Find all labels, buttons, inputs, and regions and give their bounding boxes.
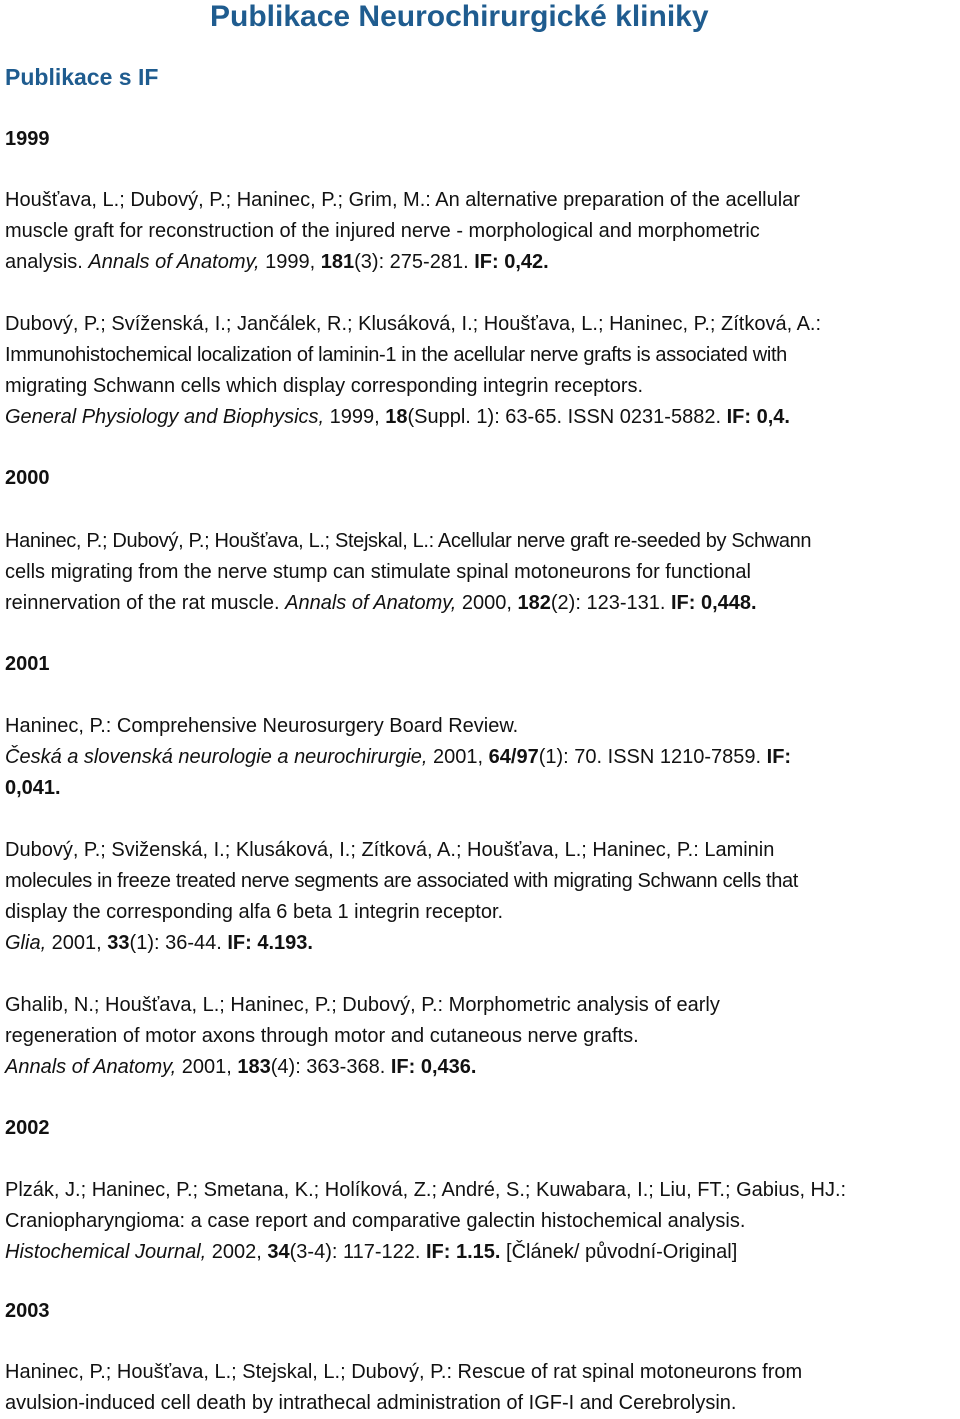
entry-line: migrating Schwann cells which display corresponding integrin receptors. — [5, 375, 644, 397]
entry-line: Houšťava, L.; Dubový, P.; Haninec, P.; Grim, M.: An alternative preparation of the acellular — [5, 189, 800, 211]
impact-factor: IF: 1.15. — [426, 1241, 501, 1263]
entry-line: Ghalib, N.; Houšťava, L.; Haninec, P.; Dubový, P.: Morphometric analysis of early — [5, 994, 720, 1016]
entry-line: regeneration of motor axons through motor and cutaneous nerve grafts. — [5, 1025, 639, 1047]
volume: 183 — [237, 1056, 271, 1078]
entry-line — [5, 247, 960, 278]
pages: (1): 36-44. — [129, 932, 228, 954]
entry-line: Dubový, P.; Svíženská, I.; Jančálek, R.; Klusáková, I.; Houšťava, L.; Haninec, P.; Zítková, A.: — [5, 313, 822, 335]
pages: (3): 275-281. — [354, 251, 475, 273]
impact-factor: IF: 0,4. — [726, 406, 790, 428]
entry-year: 2001, — [176, 1056, 238, 1078]
volume: 181 — [320, 251, 355, 273]
entry-text: reinnervation of the rat muscle. — [5, 592, 286, 614]
entry-line — [5, 1052, 960, 1083]
entry-line: Craniopharyngioma: a case report and comparative galectin histochemical analysis. — [5, 1210, 746, 1232]
volume: 33 — [107, 932, 130, 954]
entry-year: 2000, — [456, 592, 518, 614]
entry-line — [5, 928, 960, 959]
volume: 18 — [385, 406, 408, 428]
journal-name: General Physiology and Biophysics, — [5, 406, 325, 428]
journal-name: Česká a slovenská neurologie a neurochirurgie, — [5, 746, 428, 768]
impact-factor-value: 0,041. — [5, 777, 61, 799]
article-type-note: [Článek/ původní-Original] — [500, 1241, 738, 1263]
volume: 34 — [267, 1241, 290, 1263]
entry-year: 1999, — [324, 406, 386, 428]
volume: 182 — [517, 592, 551, 614]
entry-line: cells migrating from the nerve stump can stimulate spinal motoneurons for functional — [5, 561, 751, 583]
entry-line: Haninec, P.; Dubový, P.; Houšťava, L.; Stejskal, L.: Acellular nerve graft re-seeded by Schwann — [5, 530, 812, 552]
impact-factor: IF: 0,448. — [670, 592, 757, 614]
entry-line — [5, 402, 960, 433]
year-heading-1999: 1999 — [5, 128, 50, 150]
journal-name: Histochemical Journal, — [5, 1241, 207, 1263]
entry-year: 1999, — [259, 251, 321, 273]
entry-line: molecules in freeze treated nerve segments are associated with migrating Schwann cells that — [5, 870, 799, 892]
entry-line — [5, 742, 960, 773]
journal-name: Annals of Anatomy, — [5, 1056, 177, 1078]
publication-entry — [5, 309, 960, 433]
year-heading-2000: 2000 — [5, 467, 50, 489]
entry-line: Immunohistochemical localization of laminin-1 in the acellular nerve grafts is associated with — [5, 344, 787, 366]
entry-line: display the corresponding alfa 6 beta 1 integrin receptor. — [5, 901, 504, 923]
entry-line: muscle graft for reconstruction of the injured nerve - morphological and morphometric — [5, 220, 760, 242]
journal-name: Annals of Anatomy, — [285, 592, 457, 614]
publication-entry — [5, 711, 960, 804]
entry-year: 2002, — [206, 1241, 268, 1263]
journal-name: Glia, — [5, 932, 47, 954]
pages: (3-4): 117-122. — [289, 1241, 426, 1263]
section-title: Publikace s IF — [5, 64, 159, 90]
publication-entry — [5, 1357, 960, 1419]
journal-name: Annals of Anatomy, — [88, 251, 260, 273]
entry-line: Haninec, P.: Comprehensive Neurosurgery Board Review. — [5, 715, 519, 737]
entry-text: analysis. — [5, 251, 89, 273]
volume: 64/97 — [488, 746, 539, 768]
year-heading-2001: 2001 — [5, 653, 50, 675]
publication-entry — [5, 835, 960, 959]
entry-year: 2001, — [427, 746, 489, 768]
pages: (4): 363-368. — [270, 1056, 391, 1078]
entry-line: Haninec, P.; Houšťava, L.; Stejskal, L.; Dubový, P.: Rescue of rat spinal motoneurons from — [5, 1361, 803, 1383]
document-title: Publikace Neurochirurgické kliniky — [210, 0, 709, 33]
year-heading-2002: 2002 — [5, 1117, 50, 1139]
publication-entry — [5, 1175, 960, 1268]
entry-line — [5, 1237, 960, 1268]
impact-factor: IF: 0,436. — [390, 1056, 477, 1078]
entry-line — [5, 588, 960, 619]
impact-factor: IF: 0,42. — [474, 251, 549, 273]
pages: (2): 123-131. — [550, 592, 671, 614]
entry-line: avulsion-induced cell death by intrathecal administration of IGF-I and Cerebrolysin. — [5, 1392, 737, 1414]
publication-entry — [5, 526, 960, 619]
impact-factor: IF: 4.193. — [227, 932, 313, 954]
entry-line: Dubový, P.; Sviženská, I.; Klusáková, I.; Zítková, A.; Houšťava, L.; Haninec, P.: Laminin — [5, 839, 775, 861]
entry-year: 2001, — [46, 932, 108, 954]
publication-entry — [5, 185, 960, 278]
year-heading-2003: 2003 — [5, 1300, 50, 1322]
pages: (1): 70. ISSN 1210-7859. — [538, 746, 767, 768]
entry-line: Plzák, J.; Haninec, P.; Smetana, K.; Holíková, Z.; André, S.; Kuwabara, I.; Liu, FT.; Gabius, HJ.: — [5, 1179, 847, 1201]
pages: (Suppl. 1): 63-65. ISSN 0231-5882. — [407, 406, 727, 428]
impact-factor: IF: — [766, 746, 792, 768]
publication-entry — [5, 990, 960, 1083]
